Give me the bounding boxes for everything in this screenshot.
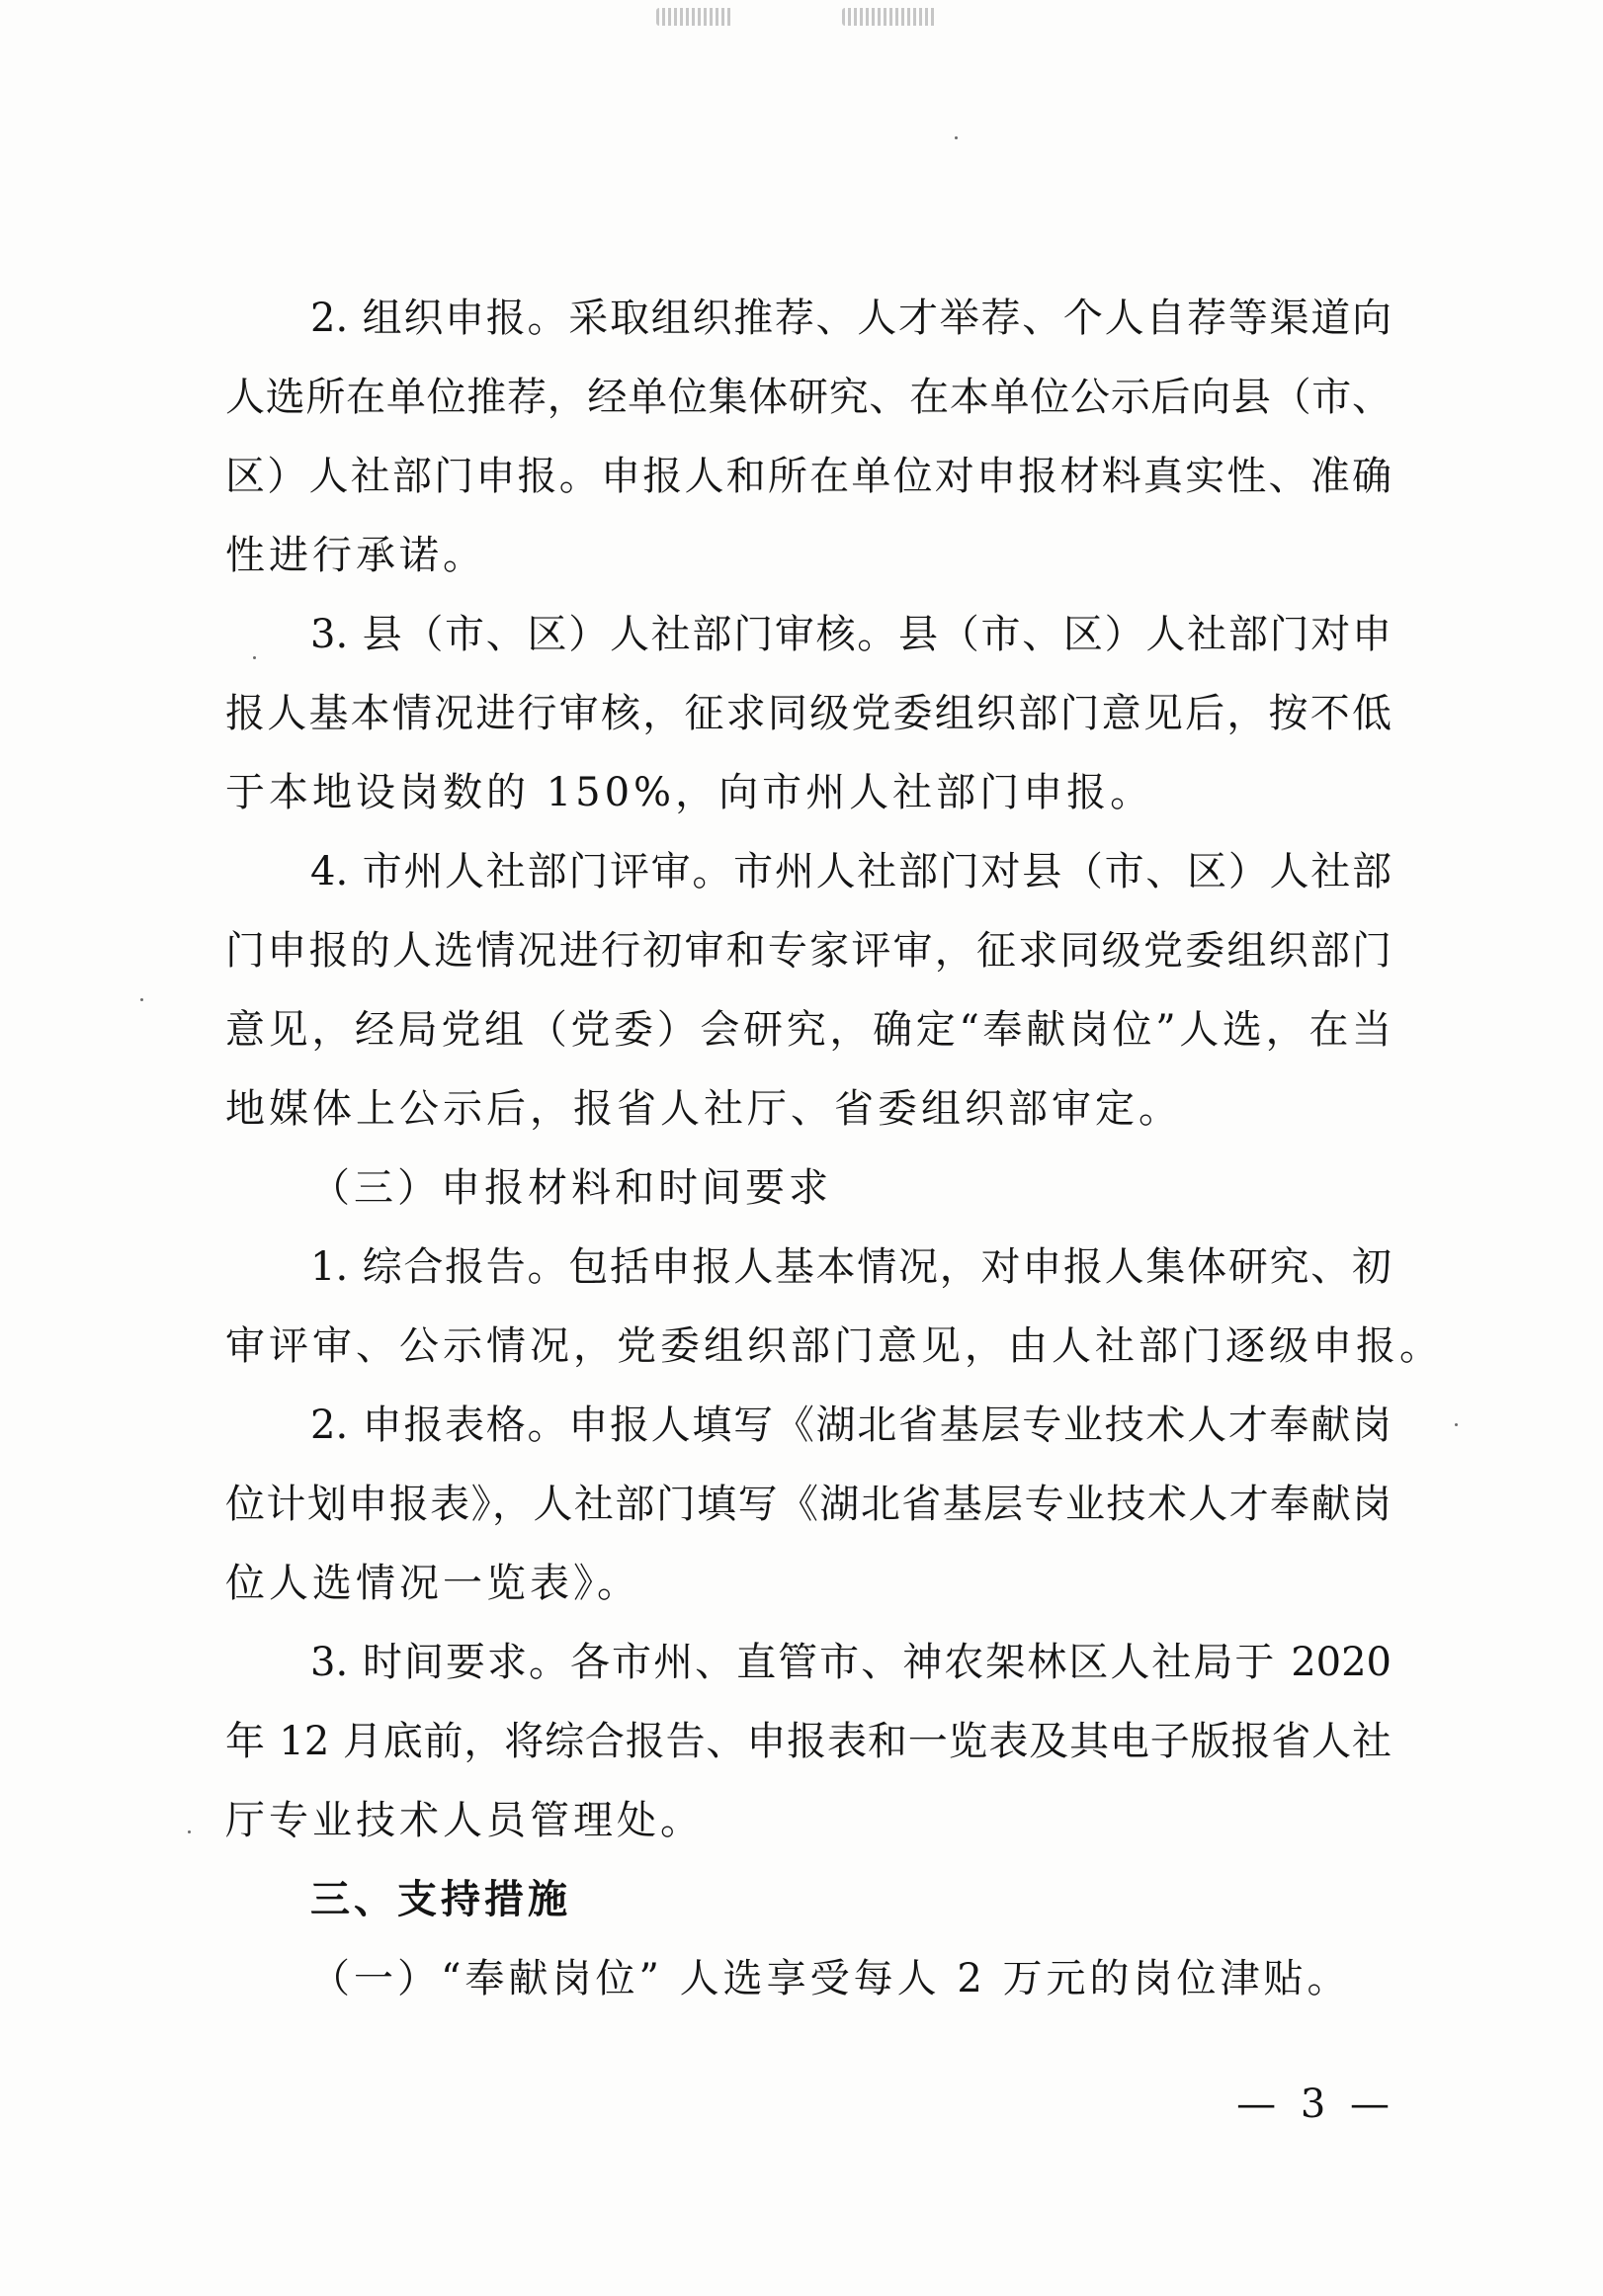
paragraph-line: 厅专业技术人员管理处。	[225, 1798, 704, 1843]
paragraph-line: 于本地设岗数的 150%，向市州人社部门申报。	[225, 770, 1154, 815]
paragraph-line: 位计划申报表》，人社部门填写《湖北省基层专业技术人才奉献岗	[225, 1482, 1392, 1527]
paragraph-line: 审评审、公示情况，党委组织部门意见，由人社部门逐级申报。	[225, 1323, 1443, 1369]
paragraph-line: 1. 综合报告。包括申报人基本情况，对申报人集体研究、初	[310, 1244, 1392, 1290]
paragraph-line: 2. 申报表格。申报人填写《湖北省基层专业技术人才奉献岗	[310, 1403, 1392, 1448]
paragraph-line: 4. 市州人社部门评审。市州人社部门对县（市、区）人社部	[310, 849, 1392, 894]
paragraph-line: 性进行承诺。	[225, 533, 486, 578]
paragraph-line: 门申报的人选情况进行初审和专家评审，征求同级党委组织部门	[225, 928, 1392, 974]
scan-artifact	[842, 8, 937, 26]
paragraph-line: 3. 县（市、区）人社部门审核。县（市、区）人社部门对申	[310, 612, 1392, 657]
section-heading: 三、支持措施	[310, 1876, 571, 1922]
scan-speck	[1455, 1423, 1458, 1426]
scan-speck	[955, 136, 958, 139]
scan-artifact	[656, 8, 733, 26]
paragraph-line: 年 12 月底前，将综合报告、申报表和一览表及其电子版报省人社	[225, 1719, 1392, 1764]
scan-speck	[188, 1830, 191, 1833]
paragraph-line: 2. 组织申报。采取组织推荐、人才举荐、个人自荐等渠道向	[310, 296, 1392, 341]
paragraph-line: 区）人社部门申报。申报人和所在单位对申报材料真实性、准确	[225, 454, 1392, 499]
scan-speck	[140, 998, 143, 1001]
paragraph-line: 地媒体上公示后，报省人社厅、省委组织部审定。	[225, 1086, 1182, 1132]
document-body	[225, 279, 1443, 2018]
section-subheading: （三）申报材料和时间要求	[310, 1165, 832, 1211]
paragraph-line: 报人基本情况进行审核，征求同级党委组织部门意见后，按不低	[225, 691, 1392, 736]
paragraph-line: （一）“奉献岗位” 人选享受每人 2 万元的岗位津贴。	[310, 1956, 1351, 2001]
paragraph-line: 人选所在单位推荐，经单位集体研究、在本单位公示后向县（市、	[225, 375, 1392, 420]
paragraph-line: 3. 时间要求。各市州、直管市、神农架林区人社局于 2020	[310, 1640, 1392, 1685]
paragraph-line: 意见，经局党组（党委）会研究，确定“奉献岗位”人选，在当	[225, 1007, 1392, 1053]
paragraph-line: 位人选情况一览表》。	[225, 1561, 640, 1606]
page-number: — 3 —	[1236, 2082, 1395, 2127]
